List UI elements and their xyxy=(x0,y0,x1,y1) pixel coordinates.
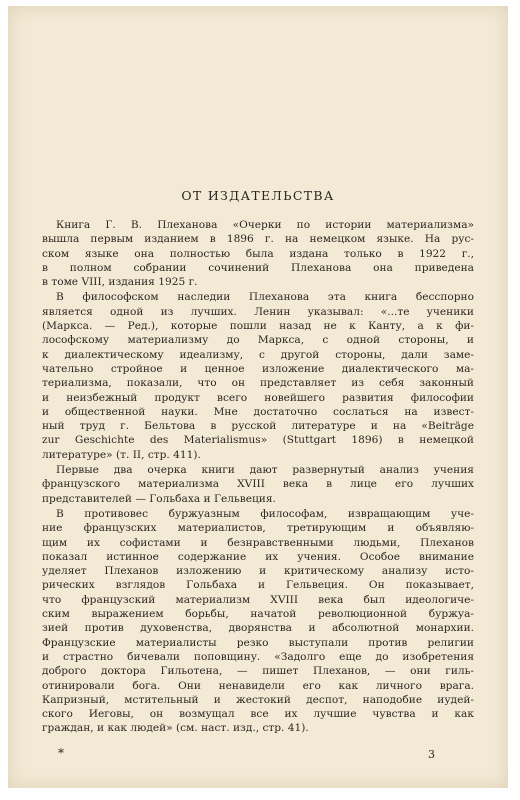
text-line: и неизбежный продукт всего новейшего развития философии xyxy=(42,391,474,404)
text-line: к диалектическому идеализму, с другой стороны, дали заме- xyxy=(42,348,474,361)
text-line: Первые два очерка книги дают развернутый анализ учения xyxy=(56,464,474,477)
paragraph-1 xyxy=(42,218,474,289)
text-line: териализма, показали, что он представляет из себя законный xyxy=(42,377,474,390)
text-line: Французские материалисты резко выступали против религии xyxy=(42,636,474,649)
paragraph-3 xyxy=(42,463,474,506)
text-line: щим их софистами и безнравственными людьми, Плеханов xyxy=(42,536,474,549)
paragraph-4 xyxy=(42,507,474,736)
book-page xyxy=(8,6,508,788)
page-number: 3 xyxy=(428,748,435,761)
paragraph-2 xyxy=(42,290,474,462)
body-text xyxy=(42,218,474,736)
text-line: представителей — Гольбаха и Гельвеция. xyxy=(42,492,276,505)
text-line: ском языке она полностью была издана только в 1922 г., xyxy=(42,247,474,260)
text-line: лософскому материализму до Маркса, с одной стороны, и xyxy=(42,334,474,347)
text-line: Книга Г. В. Плеханова «Очерки по истории материализма» xyxy=(56,219,474,231)
text-line: зией против духовенства, дворянства и абсолютной монархии. xyxy=(42,622,474,635)
signature-mark: * xyxy=(58,746,64,760)
page-heading: ОТ ИЗДАТЕЛЬСТВА xyxy=(181,188,335,203)
text-line: и страстно бичевали поповщину. «Задолго еще до изобретения xyxy=(42,650,474,663)
text-line: zur Geschichte des Materialismus» (Stuttgart 1896) в немецкой xyxy=(42,434,474,447)
text-line: французского материализма XVIII века в лице его лучших xyxy=(42,478,474,491)
text-line: является одной из лучших. Ленин указывал: «...те ученики xyxy=(42,305,474,318)
text-line: ского Иеговы, он возмущал все их лучшие чувства и как xyxy=(42,708,474,721)
text-line: Капризный, мстительный и жестокий деспот, наподобие иудей- xyxy=(42,693,474,706)
text-line: (Маркса. — Ред.), которые пошли назад не к Канту, а к фи- xyxy=(42,320,474,333)
text-line: ским выражением борьбы, начатой революционной буржуа- xyxy=(42,608,474,621)
text-line: граждан, и как людей» (см. наст. изд., стр. 41). xyxy=(42,722,309,735)
text-line: ный труд г. Бельтова в русской литературе и на «Beiträge xyxy=(42,420,474,433)
text-line: литературе» (т. II, стр. 411). xyxy=(42,448,201,461)
text-line: рических взглядов Гольбаха и Гельвеция. Он показывает, xyxy=(42,579,474,592)
text-line: чательно стройное и ценное изложение диалектического ма- xyxy=(42,362,474,375)
text-line: что французский материализм XVIII века был идеологиче- xyxy=(42,593,474,606)
text-line: доброго доктора Гильотена, — пишет Плеханов, — они гиль- xyxy=(42,665,474,678)
text-line: отинировали бога. Они ненавидели его как личного врага. xyxy=(42,679,474,692)
text-line: ние французских материалистов, третирующим и объявляю- xyxy=(42,522,474,535)
text-line: показал истинное содержание их учения. Особое внимание xyxy=(42,550,474,563)
text-line: в томе VIII, издания 1925 г. xyxy=(42,276,198,289)
text-line: уделяет Плеханов изложению и критическому анализу исто- xyxy=(42,565,474,578)
text-line: В философском наследии Плеханова эта книга бесспорно xyxy=(56,291,474,304)
text-line: В противовес буржуазным философам, извращающим уче- xyxy=(56,507,474,520)
text-line: в полном собрании сочинений Плеханова она приведена xyxy=(42,261,474,274)
text-line: вышла первым изданием в 1896 г. на немецком языке. На рус- xyxy=(42,233,474,246)
text-line: и общественной науки. Мне достаточно сослаться на извест- xyxy=(42,405,474,418)
